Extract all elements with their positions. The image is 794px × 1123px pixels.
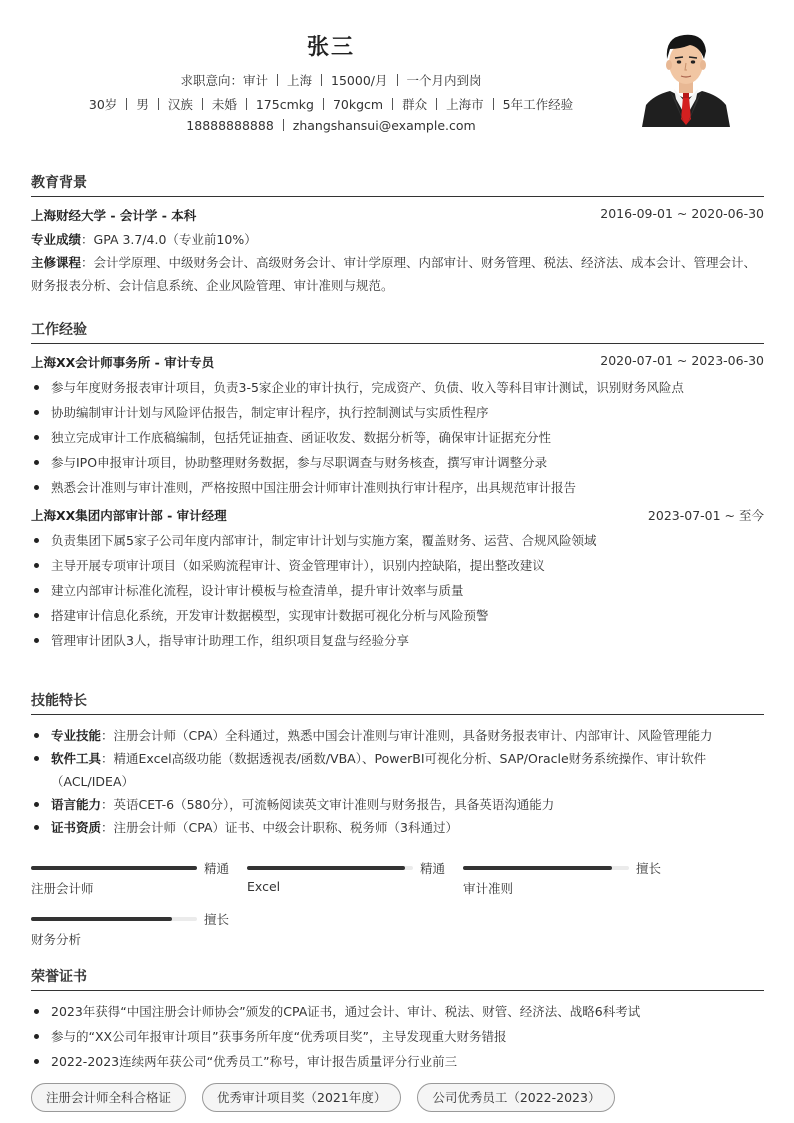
divider [392, 98, 393, 110]
education-date: 2016-09-01 ~ 2020-06-30 [600, 206, 764, 221]
list-item: 熟悉会计准则与审计准则，严格按照中国注册会计师审计准则执行审计程序，出具规范审计报告 [31, 475, 764, 500]
divider [126, 98, 127, 110]
job-date: 2020-07-01 ~ 2023-06-30 [600, 353, 764, 368]
age: 30岁 [88, 97, 118, 112]
list-item: 参与的“XX公司年报审计项目”获事务所年度“优秀项目奖”，主导发现重大财务错报 [31, 1024, 764, 1049]
courses-label: 主修课程 [31, 255, 82, 270]
ethnicity: 汉族 [167, 97, 193, 112]
skill-label: 软件工具 [51, 751, 102, 766]
honor-tags [31, 1083, 615, 1112]
skill-label: 专业技能 [51, 728, 102, 743]
education-entry-header [31, 206, 764, 228]
list-item: 建立内部审计标准化流程，设计审计模板与检查清单，提升审计效率与质量 [31, 578, 764, 603]
phone: 18888888888 [186, 118, 274, 133]
job-intention-line [31, 71, 631, 89]
honor-tag: 优秀审计项目奖（2021年度） [202, 1083, 401, 1112]
skill-bar-fill [463, 866, 612, 870]
divider [323, 98, 324, 110]
skill-bar-item [247, 860, 457, 904]
education-section [31, 172, 764, 297]
avatar-icon [640, 27, 732, 127]
skill-bar-item [31, 911, 241, 955]
courses-value: ：会计学原理、中级财务会计、高级财务会计、审计学原理、内部审计、财务管理、税法、经济法、成本会计、管理会计、财务报表分析、会计信息系统、企业风险管理、审计准则与规范。 [31, 255, 757, 293]
divider [277, 74, 278, 86]
candidate-name: 张三 [306, 35, 355, 60]
skill-bar-fill [247, 866, 405, 870]
list-item: 2023年获得“中国注册会计师协会”颁发的CPA证书，通过会计、审计、税法、财管、经济法、战略6科考试 [31, 999, 764, 1024]
marital-status: 未婚 [211, 97, 237, 112]
job-bullets [31, 375, 764, 500]
skill-bar-track [31, 866, 197, 870]
section-title-work: 工作经验 [31, 322, 87, 338]
divider [493, 98, 494, 110]
section-title-education: 教育背景 [31, 175, 87, 191]
availability: 一个月内到岗 [406, 73, 482, 88]
skill-bar-item [31, 860, 241, 904]
list-item: 协助编制审计计划与风险评估报告，制定审计程序，执行控制测试与实质性程序 [31, 400, 764, 425]
divider [246, 98, 247, 110]
list-item: 主导开展专项审计项目（如采购流程审计、资金管理审计），识别内控缺陷，提出整改建议 [31, 553, 764, 578]
skill-text: ：英语CET-6（580分），可流畅阅读英文审计准则与财务报告，具备英语沟通能力 [101, 797, 555, 812]
list-item: 管理审计团队3人，指导审计助理工作，组织项目复盘与经验分享 [31, 628, 764, 653]
divider [283, 119, 284, 131]
job-title: 上海XX集团内部审计部 - 审计经理 [31, 508, 227, 523]
skills-section [31, 690, 764, 839]
list-item [31, 793, 764, 816]
job-city: 上海 [287, 73, 313, 88]
job-title: 上海XX会计师事务所 - 审计专员 [31, 355, 215, 370]
skill-bar-track [463, 866, 629, 870]
job-target: 求职意向：审计 [180, 73, 268, 88]
courses-line [31, 251, 764, 297]
resume-header [31, 0, 764, 150]
divider [321, 74, 322, 86]
honor-tag: 公司优秀员工（2022-2023） [417, 1083, 615, 1112]
skill-text: ：注册会计师（CPA）证书、中级会计职称、税务师（3科通过） [101, 820, 458, 835]
resume-page [31, 0, 764, 1105]
skill-bar-track [247, 866, 413, 870]
job-date: 2023-07-01 ~ 至今 [647, 508, 764, 523]
job-bullets [31, 528, 764, 653]
list-item [31, 816, 764, 839]
honors-section [31, 966, 764, 1074]
divider [202, 98, 203, 110]
skills-list [31, 724, 764, 839]
section-title-honors: 荣誉证书 [31, 969, 87, 985]
work-years: 5年工作经验 [502, 97, 574, 112]
section-divider [31, 196, 764, 197]
divider [397, 74, 398, 86]
section-divider [31, 343, 764, 344]
skill-name: 注册会计师 [31, 881, 94, 896]
honors-list [31, 999, 764, 1074]
skill-name: 财务分析 [31, 932, 82, 947]
skill-bar-track [31, 917, 197, 921]
gender: 男 [136, 97, 149, 112]
skill-text: ：精通Excel高级功能（数据透视表/函数/VBA）、PowerBI可视化分析、SAP/Oracle财务系统操作、审计软件（ACL/IDEA） [51, 751, 707, 789]
list-item: 参与IPO申报审计项目，协助整理财务数据，参与尽职调查与财务核查，撰写审计调整分录 [31, 450, 764, 475]
list-item [31, 747, 764, 793]
skill-level: 擅长 [636, 861, 662, 876]
list-item: 负责集团下属5家子公司年度内部审计，制定审计计划与实施方案，覆盖财务、运营、合规风险领域 [31, 528, 764, 553]
divider [158, 98, 159, 110]
section-divider [31, 990, 764, 991]
expected-salary: 15000/月 [331, 73, 388, 88]
skill-level: 擅长 [204, 912, 230, 927]
list-item: 参与年度财务报表审计项目，负责3-5家企业的审计执行，完成资产、负债、收入等科目审计测试，识别财务风险点 [31, 375, 764, 400]
job-entry-header [31, 353, 764, 375]
job-entry-header [31, 506, 764, 528]
weight: 70kgcm [332, 97, 384, 112]
political-status: 群众 [402, 97, 428, 112]
skill-bar-item [463, 860, 673, 904]
email: zhangshansui@example.com [292, 118, 476, 133]
list-item [31, 724, 764, 747]
skill-bar-fill [31, 866, 197, 870]
residence: 上海市 [446, 97, 484, 112]
section-title-skills: 技能特长 [31, 693, 87, 709]
contact-line [31, 118, 631, 133]
skill-label: 证书资质 [51, 820, 102, 835]
honor-tag: 注册会计师全科合格证 [31, 1083, 186, 1112]
divider [436, 98, 437, 110]
gpa-line [31, 228, 764, 251]
gpa-value: ：GPA 3.7/4.0（专业前10%） [81, 232, 257, 247]
skill-text: ：注册会计师（CPA）全科通过，熟悉中国会计准则与审计准则，具备财务报表审计、内部审计、风险管理能力 [101, 728, 713, 743]
personal-info-line [31, 95, 631, 113]
skill-name: 审计准则 [463, 881, 514, 896]
section-divider [31, 714, 764, 715]
list-item: 2022-2023连续两年获公司“优秀员工”称号，审计报告质量评分行业前三 [31, 1049, 764, 1074]
gpa-label: 专业成绩 [31, 232, 82, 247]
skill-name: Excel [247, 879, 281, 894]
height: 175cmkg [255, 97, 314, 112]
skill-level: 精通 [420, 861, 446, 876]
skill-bar-fill [31, 917, 172, 921]
school-major-degree: 上海财经大学 - 会计学 - 本科 [31, 208, 197, 223]
list-item: 搭建审计信息化系统，开发审计数据模型，实现审计数据可视化分析与风险预警 [31, 603, 764, 628]
skill-label: 语言能力 [51, 797, 102, 812]
work-section [31, 319, 764, 653]
list-item: 独立完成审计工作底稿编制，包括凭证抽查、函证收发、数据分析等，确保审计证据充分性 [31, 425, 764, 450]
skill-level: 精通 [204, 861, 230, 876]
